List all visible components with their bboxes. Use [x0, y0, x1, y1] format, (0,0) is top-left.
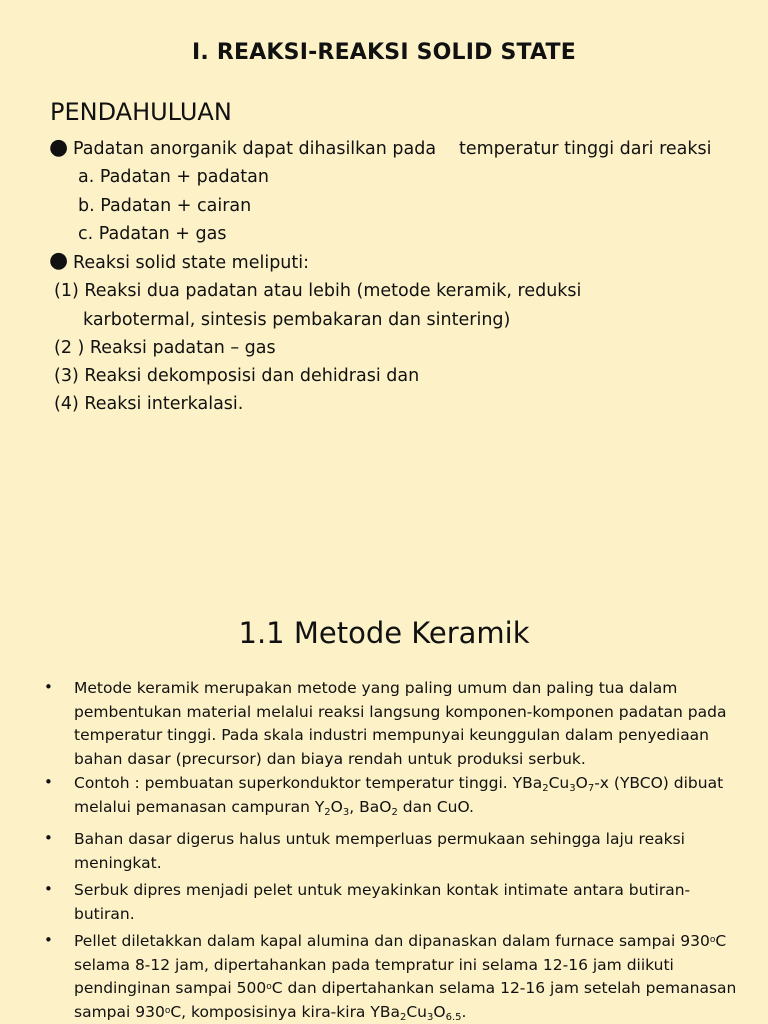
slide-title: 1.1 Metode Keramik — [238, 616, 530, 650]
list-item: (2 ) Reaksi padatan – gas — [54, 338, 276, 358]
list-item: (3) Reaksi dekomposisi dan dehidrasi dan — [54, 366, 420, 386]
bullet-paragraph: • Serbuk dipres menjadi pelet untuk meyakinkan kontak intimate antara butiran-butiran. — [44, 880, 691, 923]
bullet-dot-icon: ● — [49, 248, 69, 273]
bullet-dot-icon: • — [44, 880, 53, 898]
list-item-continued: karbotermal, sintesis pembakaran dan sintering) — [83, 310, 511, 330]
bullet-paragraph: • Bahan dasar digerus halus untuk memperluas permukaan sehingga laju reaksi meningkat. — [44, 829, 685, 872]
bullet-dot-icon: • — [44, 773, 53, 791]
list-item: c. Padatan + gas — [78, 224, 227, 244]
list-item: a. Padatan + padatan — [78, 167, 269, 187]
list-item: (1) Reaksi dua padatan atau lebih (metode keramik, reduksi — [54, 281, 582, 301]
bullet-paragraph: • Metode keramik merupakan metode yang paling umum dan paling tua dalam pembentukan material melalui reaksi langsung komponen-komponen padatan pada temperatur tinggi. Pada skala industri mempunyai keunggulan dalam penyediaan bahan dasar (precursor) dan biaya rendah untuk produksi serbuk. — [44, 678, 727, 768]
bullet-dot-icon: • — [44, 829, 53, 847]
slide-metode-keramik — [0, 580, 768, 1024]
section-heading: PENDAHULUAN — [50, 98, 232, 126]
bullet-dot-icon: • — [44, 678, 53, 696]
slide-title: I. REAKSI-REAKSI SOLID STATE — [192, 40, 576, 65]
bullet-paragraph: • Contoh : pembuatan superkonduktor temperatur tinggi. $YBa_2Cu_3O_7-x$ (YBCO) dibuat melalui pemanasan campuran $Y_2O_3$, BaO$_2$ dan CuO. — [44, 773, 724, 818]
list-item: (4) Reaksi interkalasi. — [54, 394, 244, 414]
bullet-text: Reaksi solid state meliputi: — [73, 253, 310, 273]
bullet-text-continued: temperatur tinggi dari reaksi — [459, 139, 712, 159]
bullet-dot-icon: ● — [49, 135, 69, 160]
list-item: b. Padatan + cairan — [78, 196, 252, 216]
bullet-paragraph: • Pellet diletakkan dalam kapal alumina dan dipanaskan dalam furnace sampai 930$^o$C selama 8-12 jam, dipertahankan pada tempratur ini selama 12-16 jam diikuti pendinginan sampai 500$^o$C dan dipertahankan selama 12-16 jam setelah pemanasan sampai 930$^o$C, komposisinya kira-kira $YBa_2Cu_3O_{6.5}$. — [44, 931, 737, 1023]
bullet-text: Padatan anorganik dapat dihasilkan pada — [73, 139, 437, 159]
bullet-dot-icon: • — [44, 931, 53, 949]
